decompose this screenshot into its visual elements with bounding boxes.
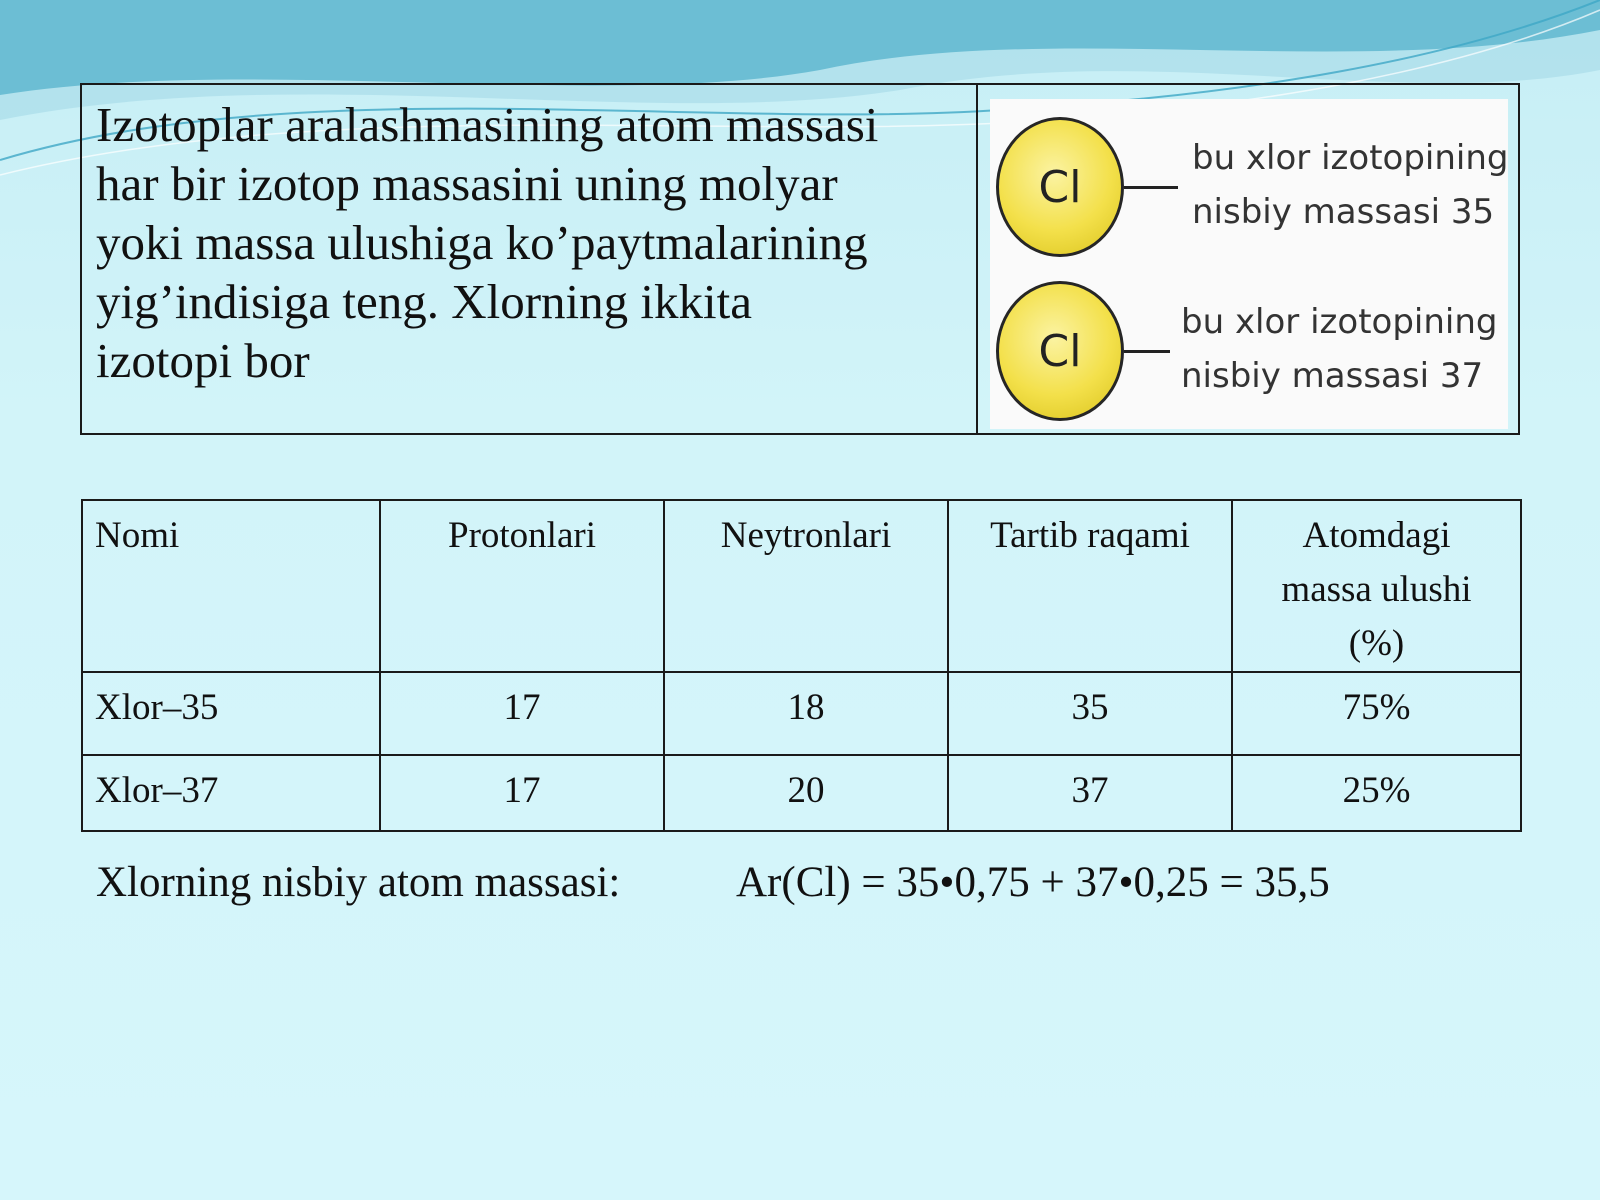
isotope-table [81, 499, 1522, 832]
intro-box [80, 83, 1520, 435]
intro-line: yig’indisiga teng. Xlorning ikkita [96, 274, 752, 329]
cell-atomic-number: 37 [948, 755, 1232, 831]
intro-line: yoki massa ulushiga ko’paytmalarining [96, 215, 868, 270]
isotope-37 [996, 281, 1496, 431]
intro-line: Izotoplar aralashmasining atom massasi [96, 97, 879, 152]
isotope-label [1192, 131, 1508, 239]
isotope-label-line: bu xlor izotopining [1181, 302, 1498, 342]
cell-protons: 17 [380, 755, 664, 831]
header-line: (%) [1348, 623, 1405, 664]
cell-mass-fraction: 75% [1232, 672, 1521, 755]
header-atomic-number: Tartib raqami [948, 500, 1232, 672]
cell-mass-fraction: 25% [1232, 755, 1521, 831]
intro-line: har bir izotop massasini uning molyar [96, 156, 838, 211]
cell-name: Xlor–37 [82, 755, 380, 831]
isotope-label [1181, 295, 1497, 403]
table-header-row [82, 500, 1521, 672]
header-name: Nomi [82, 500, 380, 672]
connector-line [1124, 350, 1170, 353]
cell-protons: 17 [380, 672, 664, 755]
formula-label: Xlorning nisbiy atom massasi: [96, 859, 621, 906]
chlorine-atom-icon: Cl [996, 281, 1124, 421]
isotope-illustration [990, 99, 1508, 429]
isotope-label-line: nisbiy massasi 35 [1192, 192, 1495, 232]
connector-line [1124, 186, 1178, 189]
chlorine-atom-icon: Cl [996, 117, 1124, 257]
intro-line: izotopi bor [96, 333, 310, 388]
cell-neutrons: 20 [664, 755, 948, 831]
table-row [82, 672, 1521, 755]
cell-name: Xlor–35 [82, 672, 380, 755]
formula-equation: Ar(Cl) = 35•0,75 + 37•0,25 = 35,5 [736, 859, 1330, 906]
isotope-label-line: bu xlor izotopining [1192, 138, 1509, 178]
intro-text [82, 85, 978, 433]
header-protons: Protonlari [380, 500, 664, 672]
cell-neutrons: 18 [664, 672, 948, 755]
header-neutrons: Neytronlari [664, 500, 948, 672]
header-line: Atomdagi [1302, 515, 1451, 556]
isotope-35 [996, 117, 1509, 267]
cell-atomic-number: 35 [948, 672, 1232, 755]
header-line: massa ulushi [1281, 569, 1472, 610]
header-mass-fraction [1232, 500, 1521, 672]
isotope-label-line: nisbiy massasi 37 [1181, 356, 1484, 396]
table-row [82, 755, 1521, 831]
